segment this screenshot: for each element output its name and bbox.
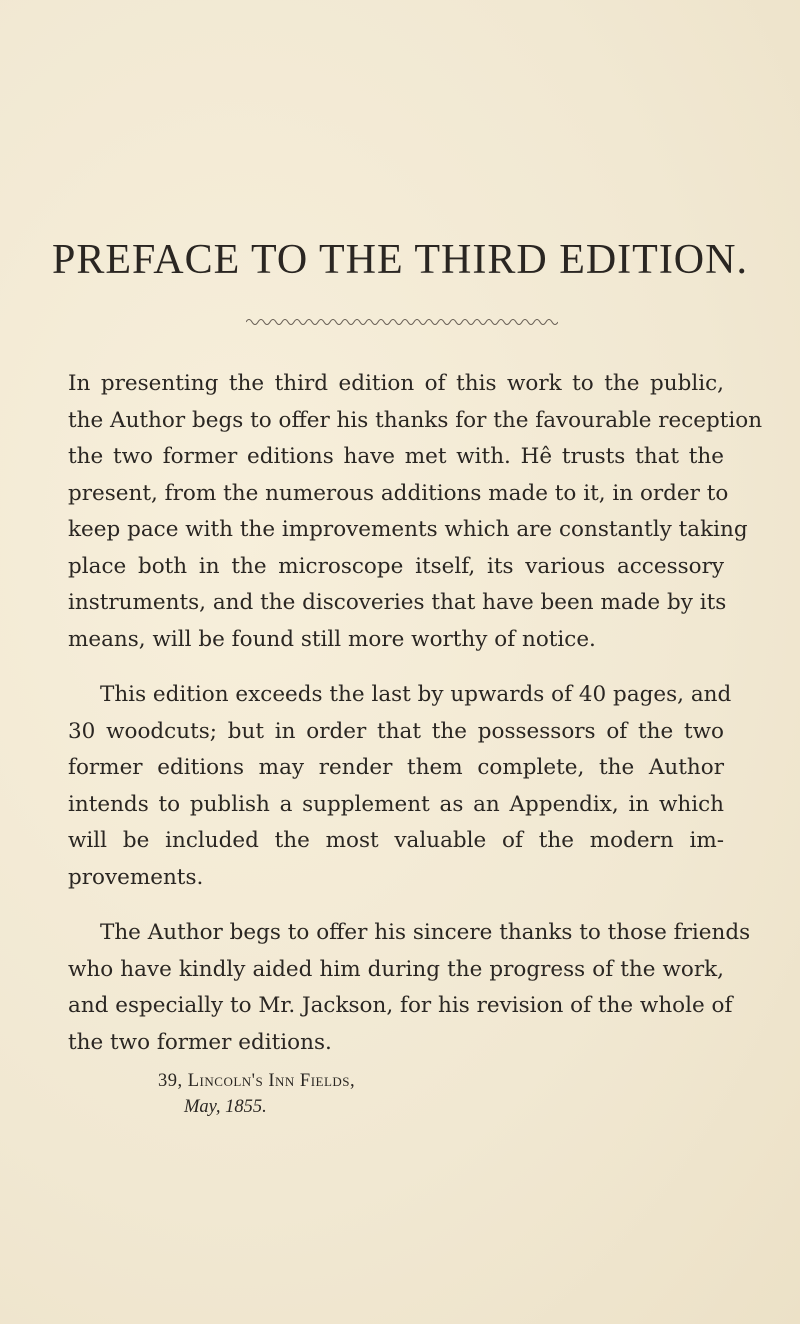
signoff-address: 39, Lincoln's Inn Fields, — [158, 1071, 356, 1091]
text-line: place both in the microscope itself, its various accessory — [68, 553, 724, 579]
text-line: This edition exceeds the last by upwards of 40 pages, and — [100, 682, 732, 707]
text-line: instruments, and the discoveries that have been made by its — [68, 590, 727, 615]
text-line: 30 woodcuts; but in order that the possessors of the two — [68, 718, 724, 744]
text-line: provements. — [68, 864, 204, 890]
page-title: PREFACE TO THE THIRD EDITION. — [52, 237, 748, 283]
signoff-date: May, 1855. — [184, 1097, 267, 1117]
text-line: intends to publish a supplement as an Appendix, in which — [68, 791, 724, 817]
text-line: who have kindly aided him during the progress of the work, — [68, 956, 724, 982]
text-line: In presenting the third edition of this work to the public, — [68, 371, 724, 396]
paragraph-3 — [68, 915, 751, 1061]
text-line: the two former editions. — [68, 1029, 332, 1055]
text-line: the Author begs to offer his thanks for the favourable reception — [68, 407, 763, 433]
text-line: former editions may render them complete, the Author — [68, 755, 724, 780]
paragraph-1 — [68, 366, 763, 658]
preface-body — [68, 366, 763, 1080]
text-line: and especially to Mr. Jackson, for his revision of the whole of — [68, 993, 733, 1018]
text-line: means, will be found still more worthy of notice. — [68, 626, 596, 652]
text-line: will be included the most valuable of the modern im- — [68, 828, 724, 853]
signoff-block — [158, 1068, 355, 1120]
text-line: present, from the numerous additions made to it, in order to — [68, 480, 729, 506]
wavy-rule-ornament — [246, 316, 558, 328]
text-line: The Author begs to offer his sincere thanks to those friends — [100, 920, 751, 945]
text-line: keep pace with the improvements which are constantly taking — [68, 517, 748, 542]
paragraph-2 — [68, 677, 732, 896]
text-line: the two former editions have met with. Hê trusts that the — [68, 444, 724, 469]
